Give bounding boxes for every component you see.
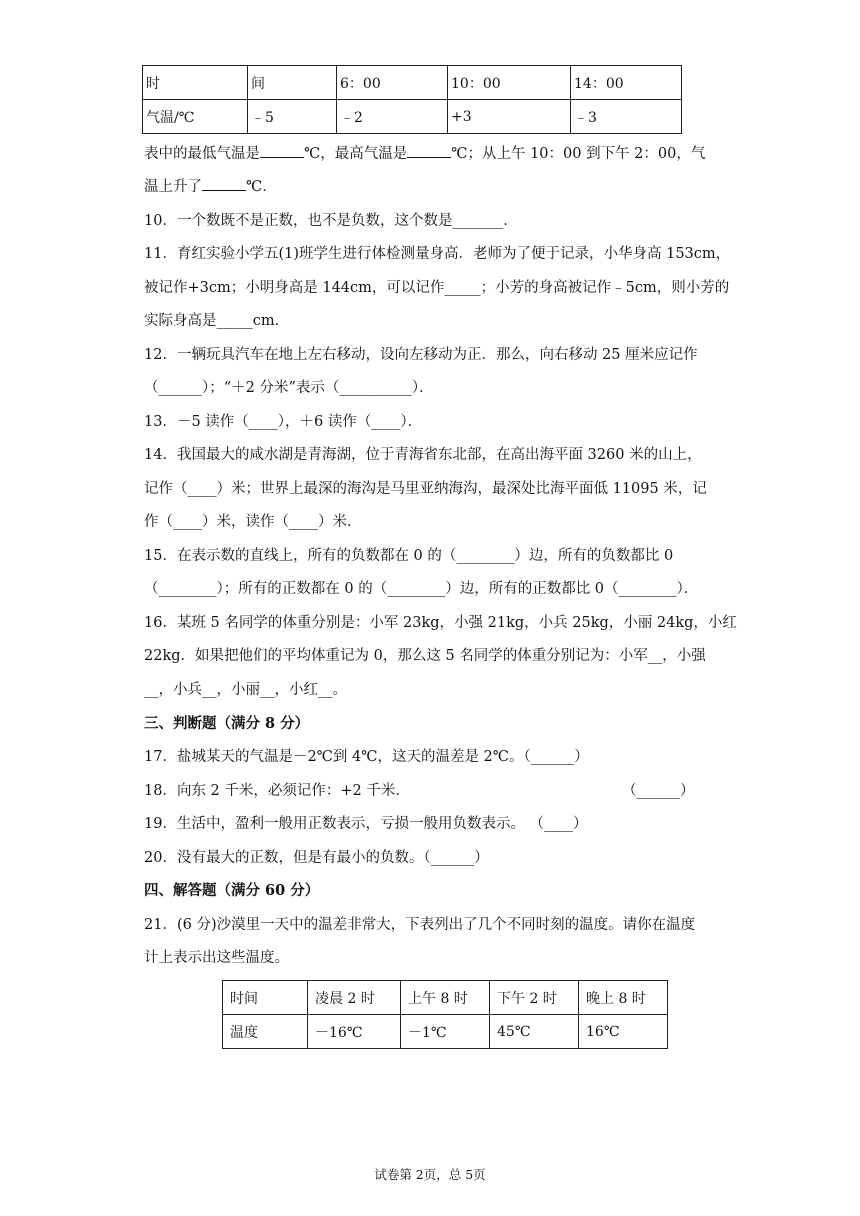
question-15-line-1: 15．在表示数的直线上，所有的负数都在 0 的（________）边，所有的负数都比 0 <box>144 548 674 564</box>
table-cell: 晚上 8 时 <box>579 981 668 1015</box>
answer-blank[interactable] <box>202 176 246 191</box>
question-14-line-3: 作（____）米，读作（____）米． <box>144 514 362 530</box>
table-cell: ﹣3 <box>571 100 682 134</box>
question-14-line-1: 14．我国最大的咸水湖是青海湖，位于青海省东北部，在高出海平面 3260 米的山上， <box>144 447 702 463</box>
table-cell: +3 <box>448 100 571 134</box>
section-heading-answer: 四、解答题（满分 60 分） <box>144 882 320 899</box>
table-row <box>223 1015 668 1049</box>
question-21-line-2: 计上表示出这些温度。 <box>144 950 289 966</box>
table-cell: 14：00 <box>571 66 682 100</box>
table-cell: 温度 <box>223 1015 308 1049</box>
table-cell: 16℃ <box>579 1015 668 1049</box>
table-row <box>143 66 682 100</box>
question-text: 表中的最低气温是 <box>144 146 260 162</box>
question-16-line-3: __，小兵__，小丽__，小红__。 <box>144 682 347 698</box>
page-footer: 试卷第 2页，总 5页 <box>374 1167 486 1182</box>
question-18 <box>144 780 410 802</box>
question-11-line-3: 实际身高是_____cm． <box>144 313 290 329</box>
table-cell: 凌晨 2 时 <box>308 981 401 1015</box>
question-20: 20．没有最大的正数，但是有最小的负数。（______） <box>144 850 489 866</box>
table-cell: 时间 <box>223 981 308 1015</box>
question-18-blank: （______） <box>622 783 695 799</box>
question-17: 17．盐城某天的气温是－2℃到 4℃，这天的温差是 2℃。（______） <box>144 749 589 765</box>
question-11-line-1: 11．育红实验小学五(1)班学生进行体检测量身高．老师为了便于记录，小华身高 153cm， <box>144 246 731 262</box>
question-19: 19．生活中，盈利一般用正数表示，亏损一般用负数表示。 （____） <box>144 816 588 832</box>
question-text: ℃，最高气温是 <box>304 146 408 162</box>
section-heading-judgement: 三、判断题（满分 8 分） <box>144 715 310 732</box>
table-cell: 下午 2 时 <box>490 981 579 1015</box>
question-text: 18．向东 2 千米，必须记作：+2 千米． <box>144 783 410 799</box>
question-15-line-2: （________）；所有的正数都在 0 的（________）边，所有的正数都比 0（________）． <box>144 581 699 597</box>
question-9-line-2 <box>144 176 277 198</box>
table-cell: 间 <box>248 66 337 100</box>
question-text: ℃． <box>246 179 277 195</box>
table-cell: 气温/℃ <box>143 100 248 134</box>
question-12-line-2: （______）；“＋2 分米”表示（__________）． <box>144 380 434 396</box>
temperature-table-1 <box>142 65 682 134</box>
table-cell: 上午 8 时 <box>401 981 490 1015</box>
table-cell: 6：00 <box>337 66 448 100</box>
table-cell: 45℃ <box>490 1015 579 1049</box>
question-11-line-2: 被记作+3cm；小明身高是 144cm，可以记作_____；小芳的身高被记作﹣5cm，则小芳的 <box>144 280 730 296</box>
question-16-line-1: 16．某班 5 名同学的体重分别是：小军 23kg，小强 21kg，小兵 25kg，小丽 24kg，小红 <box>144 615 737 631</box>
question-14-line-2: 记作（____）米；世界上最深的海沟是马里亚纳海沟，最深处比海平面低 11095 米，记 <box>144 481 707 497</box>
table-row <box>143 100 682 134</box>
question-12-line-1: 12．一辆玩具汽车在地上左右移动，设向左移动为正．那么，向右移动 25 厘米应记作 <box>144 347 698 363</box>
question-16-line-2: 22kg．如果把他们的平均体重记为 0，那么这 5 名同学的体重分别记为：小军__，小强 <box>144 648 706 664</box>
table-row <box>223 981 668 1015</box>
question-9-line-1 <box>144 143 705 165</box>
table-cell: ﹣2 <box>337 100 448 134</box>
answer-blank[interactable] <box>407 143 451 158</box>
question-21-line-1: 21．(6 分)沙漠里一天中的温差非常大，下表列出了几个不同时刻的温度。请你在温度 <box>144 917 696 933</box>
table-cell: －1℃ <box>401 1015 490 1049</box>
table-cell: 10：00 <box>448 66 571 100</box>
question-text: ℃；从上午 10：00 到下午 2：00，气 <box>451 146 706 162</box>
question-13: 13．－5 读作（____），＋6 读作（____）． <box>144 414 423 430</box>
table-cell: ﹣5 <box>248 100 337 134</box>
question-text: 温上升了 <box>144 179 202 195</box>
question-10: 10．一个数既不是正数，也不是负数，这个数是_______． <box>144 213 518 229</box>
answer-blank[interactable] <box>260 143 304 158</box>
temperature-table-2 <box>222 980 668 1049</box>
table-cell: －16℃ <box>308 1015 401 1049</box>
table-cell: 时 <box>143 66 248 100</box>
